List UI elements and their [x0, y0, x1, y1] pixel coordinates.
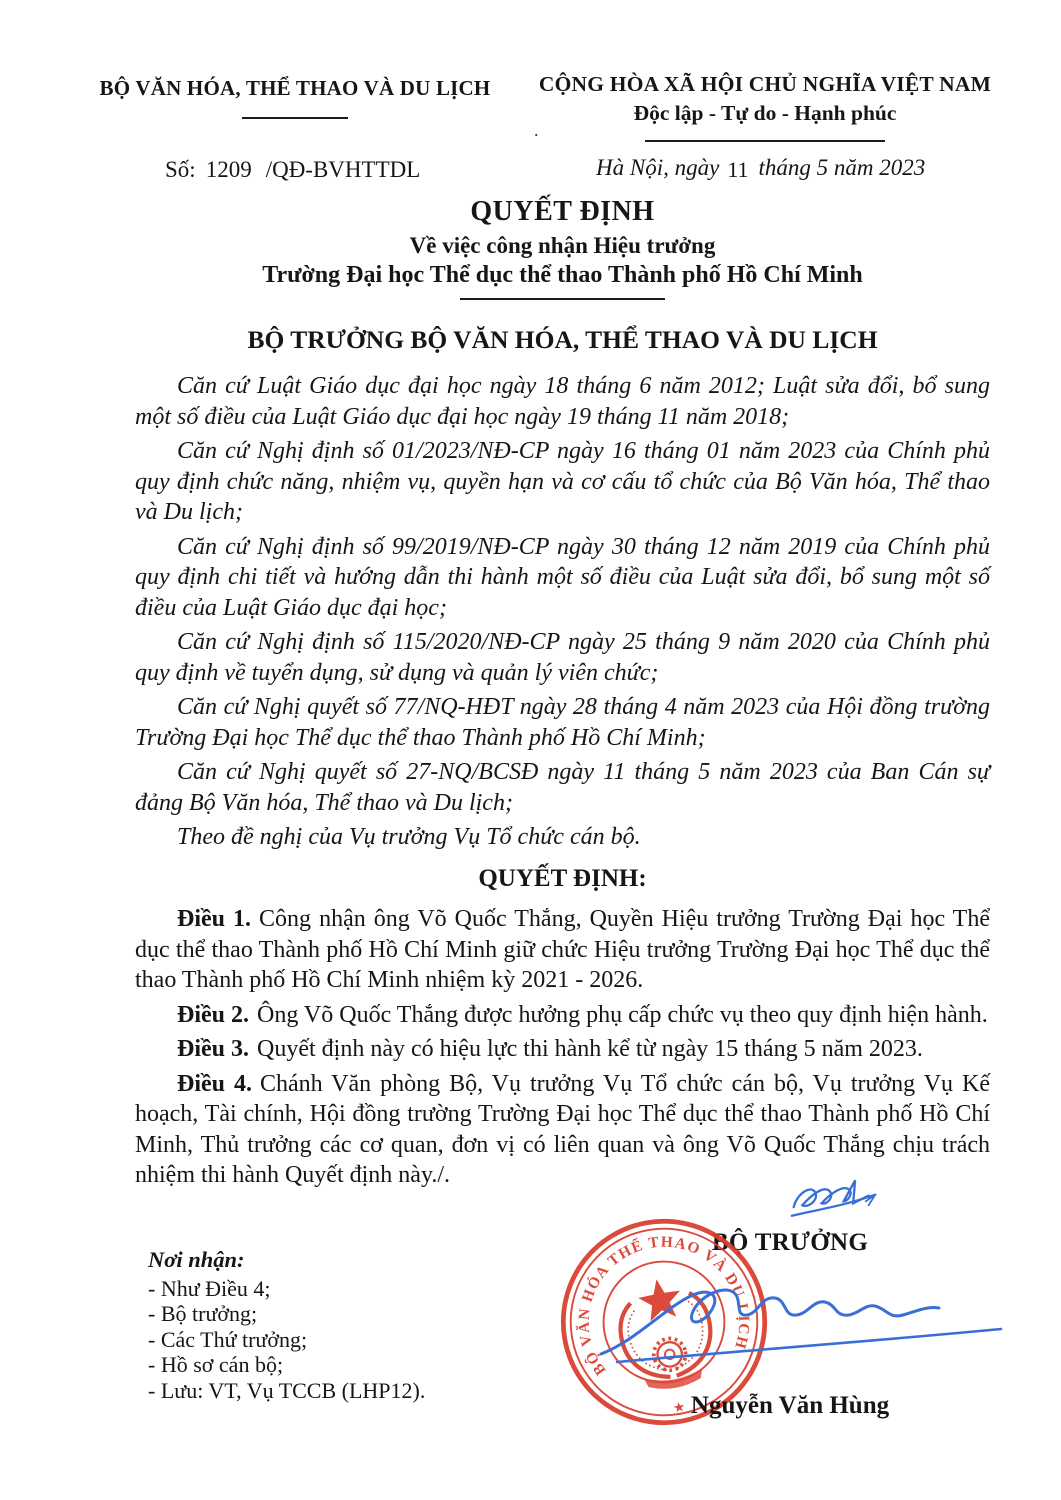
preamble-paragraph: Căn cứ Nghị định số 99/2019/NĐ-CP ngày 30 tháng 12 năm 2019 của Chính phủ quy định chi tiết và hướng dẫn thi hành một số điều của Luật sửa đổi, bổ sung một số điều của Luật Giáo dục đại học; — [135, 533, 990, 621]
recipients-label: Nơi nhận: — [148, 1247, 245, 1272]
document-title-block — [135, 196, 990, 300]
document-title: QUYẾT ĐỊNH — [470, 196, 655, 227]
article-1-label: Điều 1. — [177, 906, 252, 932]
preamble-paragraph: Căn cứ Luật Giáo dục đại học ngày 18 tháng 6 năm 2012; Luật sửa đổi, bổ sung một số điều của Luật Giáo dục đại học ngày 19 tháng 11 năm 2018; — [135, 373, 990, 430]
national-header — [525, 72, 1005, 142]
date-prefix: Hà Nội, ngày — [596, 155, 720, 180]
seal-curved-text: BỘ VĂN HÓA THỂ THAO VÀ DU LỊCH — [575, 1233, 753, 1379]
article-3-text: Quyết định này có hiệu lực thi hành kể từ ngày 15 tháng 5 năm 2023. — [257, 1036, 923, 1062]
article-4-label: Điều 4. — [177, 1070, 252, 1097]
preamble-paragraph: Căn cứ Nghị quyết số 27-NQ/BCSĐ ngày 11 tháng 5 năm 2023 của Ban Cán sự đảng Bộ Văn hóa, Thể thao và Du lịch; — [135, 759, 990, 816]
seal-star-icon: ★ — [671, 1398, 687, 1416]
article-1 — [135, 904, 990, 996]
article-2-text: Ông Võ Quốc Thắng được hưởng phụ cấp chức vụ theo quy định hiện hành. — [257, 1001, 988, 1028]
scan-artifact-dot: . — [534, 120, 539, 140]
recipient-item: - Bộ trưởng; — [148, 1301, 258, 1326]
issuing-org-name: BỘ VĂN HÓA, THỂ THAO VÀ DU LỊCH — [99, 76, 491, 100]
document-body — [135, 371, 990, 1195]
national-motto-line1: CỘNG HÒA XÃ HỘI CHỦ NGHĨA VIỆT NAM — [538, 72, 992, 96]
preamble-paragraph: Căn cứ Nghị định số 01/2023/NĐ-CP ngày 16 tháng 01 năm 2023 của Chính phủ quy định chức năng, nhiệm vụ, quyền hạn và cơ cấu tổ chức của Bộ Văn hóa, Thể thao và Du lịch; — [135, 438, 990, 525]
national-motto-line2: Độc lập - Tự do - Hạnh phúc — [633, 101, 897, 125]
date-day: 11 — [727, 157, 749, 182]
signer-name: Nguyễn Văn Hùng — [690, 1392, 890, 1419]
preamble-paragraph: Căn cứ Nghị quyết số 77/NQ-HĐT ngày 28 tháng 4 năm 2023 của Hội đồng trường Trường Đại học Thể dục thể thao Thành phố Hồ Chí Minh; — [135, 694, 990, 751]
signer-title: BỘ TRƯỞNG — [711, 1229, 869, 1256]
article-2-label: Điều 2. — [177, 1001, 249, 1028]
date-suffix: tháng 5 năm 2023 — [758, 155, 926, 180]
recipient-item: - Lưu: VT, Vụ TCCB (LHP12). — [148, 1377, 426, 1403]
article-1-text: Công nhận ông Võ Quốc Thắng, Quyền Hiệu trưởng Trường Đại học Thể dục thể thao Thành phố Hồ Chí Minh giữ chức Hiệu trưởng Trường Đại học Thể dục thể thao Thành phố Hồ Chí Minh nhiệm kỳ 2021 - 2026. — [135, 906, 990, 993]
document-number — [165, 157, 420, 183]
minister-signature-ink — [595, 1262, 1015, 1372]
recipient-item: - Như Điều 4; — [148, 1275, 271, 1301]
recipients-block — [148, 1247, 425, 1403]
article-3-label: Điều 3. — [177, 1036, 249, 1062]
document-subtitle-line1: Về việc công nhận Hiệu trưởng — [409, 233, 716, 258]
title-underline — [460, 298, 665, 300]
recipient-item: - Hồ sơ cán bộ; — [148, 1352, 284, 1377]
preamble-paragraph: Căn cứ Nghị định số 115/2020/NĐ-CP ngày 25 tháng 9 năm 2020 của Chính phủ quy định về tuyển dụng, sử dụng và quản lý viên chức; — [135, 629, 990, 686]
header-right-underline — [645, 140, 885, 142]
preamble-closing: Theo đề nghị của Vụ trưởng Vụ Tổ chức cán bộ. — [177, 824, 641, 850]
doc-number-symbol: /QĐ-BVHTTDL — [265, 157, 421, 182]
place-and-date — [596, 155, 925, 181]
issuing-org-header — [70, 76, 520, 119]
recipient-item: - Các Thứ trưởng; — [148, 1326, 308, 1352]
initials-ink — [786, 1172, 882, 1226]
doc-number-value: 1209 — [205, 157, 252, 182]
header-left-underline — [242, 117, 348, 119]
article-3 — [135, 1034, 990, 1065]
issuing-authority: BỘ TRƯỞNG BỘ VĂN HÓA, THỂ THAO VÀ DU LỊCH — [247, 325, 878, 354]
document-subtitle-line2: Trường Đại học Thể dục thể thao Thành phố Hồ Chí Minh — [262, 262, 863, 288]
article-2 — [135, 1000, 990, 1031]
doc-number-label: Số: — [165, 157, 196, 182]
article-4-text: Chánh Văn phòng Bộ, Vụ trưởng Vụ Tổ chức cán bộ, Vụ trưởng Vụ Kế hoạch, Tài chính, Hội đồng trường Trường Đại học Thể dục thể thao Thành phố Hồ Chí Minh, Thủ trưởng các cơ quan, đơn vị có liên quan và ông Võ Quốc Thắng chịu trách nhiệm thi hành Quyết định này./. — [135, 1070, 991, 1188]
decision-heading: QUYẾT ĐỊNH: — [478, 864, 647, 892]
